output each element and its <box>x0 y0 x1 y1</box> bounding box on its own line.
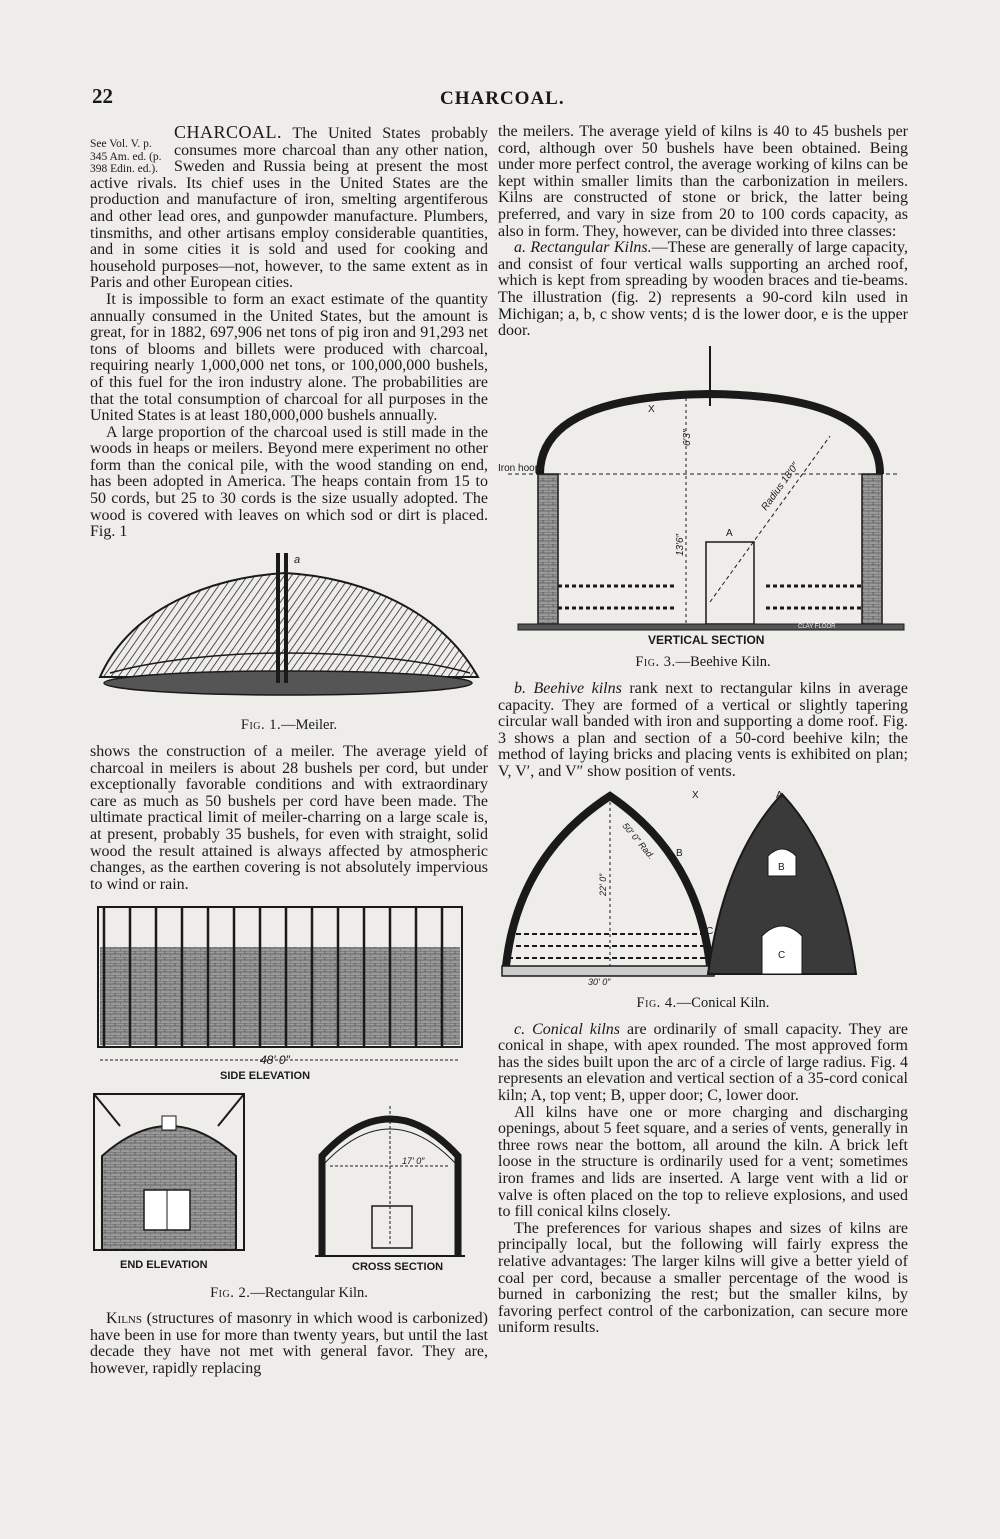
fig1-text: —Meiler. <box>281 717 338 734</box>
figure-beehive-kiln <box>498 346 908 671</box>
sidenote: See Vol. V. p. 345 Am. ed. (p. 398 Edin. ed.). <box>90 138 162 175</box>
elevation-label-c: C <box>778 950 786 962</box>
left-paragraph-1 <box>90 124 488 292</box>
vertical-section-label: VERTICAL SECTION <box>648 632 765 646</box>
right-paragraph-5: All kilns have one or more charging and discharging openings, about 5 feet square, and a series of vents, generally in three rows near the bottom, all around the kiln. A brick left loose in the structure is ordinarily used for a vent; sometimes iron frames and lids are inserted. A large vent with a lid or valve is often placed on the top to relieve explosions, and used to fill conical kilns closely. <box>498 1103 908 1221</box>
cross-section-label: CROSS SECTION <box>352 1260 444 1273</box>
right-column <box>498 124 908 1337</box>
page-number: 22 <box>92 84 113 108</box>
fig2-num: Fig. 2. <box>210 1284 251 1301</box>
fig3-num: Fig. 3. <box>635 654 676 671</box>
right-p2-text: —These are generally of large capacity, and consist of four vertical walls supporting an arched roof, which is kept from spreading by wooden braces and tie-beams. The illustration (fig. 2) represents a 90-cord kiln used in Michigan; a, b, c show vents; d is the lower door, e is the upper door. <box>498 239 908 340</box>
beehive-dim-mid: 13′6″ <box>675 533 686 556</box>
elevation-label-a: A <box>776 790 783 802</box>
conical-dim-height: 22′ 0″ <box>598 874 608 897</box>
figure-2-caption <box>90 1285 488 1302</box>
meiler-drawing <box>90 549 488 709</box>
conical-label-x: X <box>692 790 699 802</box>
conical-kilns-head: c. Conical kilns <box>514 1020 620 1038</box>
right-paragraph-6: The preferences for various shapes and sizes of kilns are principally local, but the following will fairly express the relative advantages: The larger kilns will give a better yield of coal per cord, because a smaller percentage of the wood is burned in carbonizing the rest; but the smaller kilns, by favoring perfect control of the carbonization, can secure more uniform results. <box>498 1219 908 1337</box>
conical-label-c: C <box>706 926 714 938</box>
figure-conical-kiln <box>498 786 908 1011</box>
left-paragraph-3: A large proportion of the charcoal used is still made in the woods in heaps or meilers. Beyond mere experiment no other form than the conical pile, with the wood standing on end, has been adopted in America. The heaps contain from 15 to 50 cords, but 25 to 30 cords is the size usually adopted. The wood is covered with leaves on which sod or dirt is placed. Fig. 1 <box>90 423 488 541</box>
rectangular-kilns-head: a. Rectangular Kilns. <box>514 239 652 257</box>
right-p3-text: rank next to rectangular kilns in average capacity. They are formed of a vertical or slightly tapering circular wall banded with iron and supporting a dome roof. Fig. 3 shows a plan and section of a 50-cord beehive kiln; the method of laying bricks and placing vents is exhibited on plan; V, V′, and V″ show position of vents. <box>498 679 909 780</box>
elevation-label-b: B <box>778 862 785 874</box>
conical-dim-slant: 50′ 0″ Rad. <box>620 821 657 862</box>
meiler-label-a: a <box>294 553 301 566</box>
end-elevation-label: END ELEVATION <box>120 1258 208 1271</box>
left-paragraph-5 <box>90 1311 488 1377</box>
beehive-label-a: A <box>726 527 733 539</box>
left-column <box>90 124 488 1378</box>
fig4-text: —Conical Kiln. <box>676 995 770 1012</box>
beehive-drawing <box>498 346 908 646</box>
right-paragraph-2 <box>498 240 908 340</box>
beehive-kilns-head: b. Beehive kilns <box>514 679 622 697</box>
running-head: CHARCOAL. <box>440 88 565 109</box>
figure-4-caption <box>498 995 908 1012</box>
beehive-dim-top: 6′3″ <box>682 429 693 446</box>
right-paragraph-3 <box>498 681 908 781</box>
cross-dimension: 17′ 0″ <box>402 1155 425 1166</box>
conical-drawing <box>498 786 908 986</box>
left-paragraph-2: It is impossible to form an exact estimate of the quantity annually consumed in the United States, but the amount is great, for in 1882, 697,906 net tons of pig iron and 91,293 net tons of blooms and billets were produced with charcoal, requiring nearly 1,000,000 net tons, or 100,000,000 bushels, of this fuel for the iron industry alone. The probabilities are that the total consumption of charcoal for all purposes in the United States is at least 180,000,000 bushels annually. <box>90 290 488 425</box>
figure-1-caption <box>90 717 488 734</box>
side-elevation-label: SIDE ELEVATION <box>220 1070 311 1082</box>
left-p5-text: (structures of masonry in which wood is carbonized) have been in use for more than twenty years, but until the last decade they have not met with general favor. They are, however, rapidly replacing <box>90 1310 488 1377</box>
right-p4-text: are ordinarily of small capacity. They are conical in shape, with apex rounded. The most approved form has the sides built upon the arc of a circle of large radius. Fig. 4 represents an elevation and vertical section of a 35-cord conical kiln; A, top vent; B, upper door; C, lower door. <box>498 1020 909 1105</box>
kilns-head: Kilns <box>106 1310 142 1328</box>
left-paragraph-4: shows the construction of a meiler. The average yield of charcoal in meilers is about 28 bushels per cord, but under exceptionally favorable conditions and with extraordinary care as much as 50 bushels per cord have been made. The ultimate practical limit of meiler-charring on a large scale is, at present, probably 35 bushels, for even with straight, solid wood the result attained is always affected by atmospheric changes, as the earthen covering is not absolutely impervious to wind or rain. <box>90 743 488 893</box>
iron-hoop-label: Iron hoop <box>498 462 541 474</box>
end-and-cross-section-drawing <box>90 1086 470 1276</box>
figure-rectangular-kiln <box>90 903 488 1301</box>
radius-label: Radius 18′0″ <box>759 460 802 513</box>
fig2-text: —Rectangular Kiln. <box>250 1284 368 1301</box>
figure-meiler <box>90 549 488 734</box>
side-dimension: 48′ 0″ <box>260 1053 290 1068</box>
fig1-num: Fig. 1. <box>240 717 282 734</box>
figure-3-caption <box>498 654 908 671</box>
right-paragraph-1: the meilers. The average yield of kilns is 40 to 45 bushels per cord, although over 50 bushels have been obtained. Being under more perfect control, the average working of kilns can be kept within smaller limits than the carbonization in meilers. Kilns are constructed of stone or brick, the latter being preferred, and vary in size from 20 to 100 cords capacity, as also in form. They, however, can be divided into three classes: <box>498 123 908 240</box>
entry-head: CHARCOAL. <box>174 122 283 142</box>
conical-label-b: B <box>676 848 683 860</box>
left-p1-text: The United States probably consumes more charcoal than any other nation, Sweden and Russia being at present the most active rivals. Its chief uses in the United States are the production and manufacture of iron, smelting argentiferous and other lead ores, and gunpowder manufacture. Plumbers, tinsmiths, and other artisans employ considerable quantities, and in some cities it is sold and used for cooking and household purposes—not, however, to the same extent as in Paris and other European cities. <box>90 125 488 292</box>
side-elevation-drawing <box>90 903 470 1081</box>
conical-dim-base: 30′ 0″ <box>588 977 611 987</box>
right-paragraph-4 <box>498 1022 908 1105</box>
fig4-num: Fig. 4. <box>636 995 677 1012</box>
fig3-text: —Beehive Kiln. <box>675 654 771 671</box>
beehive-label-x: X <box>648 403 655 415</box>
clay-floor-label: CLAY FLOOR <box>798 623 836 630</box>
